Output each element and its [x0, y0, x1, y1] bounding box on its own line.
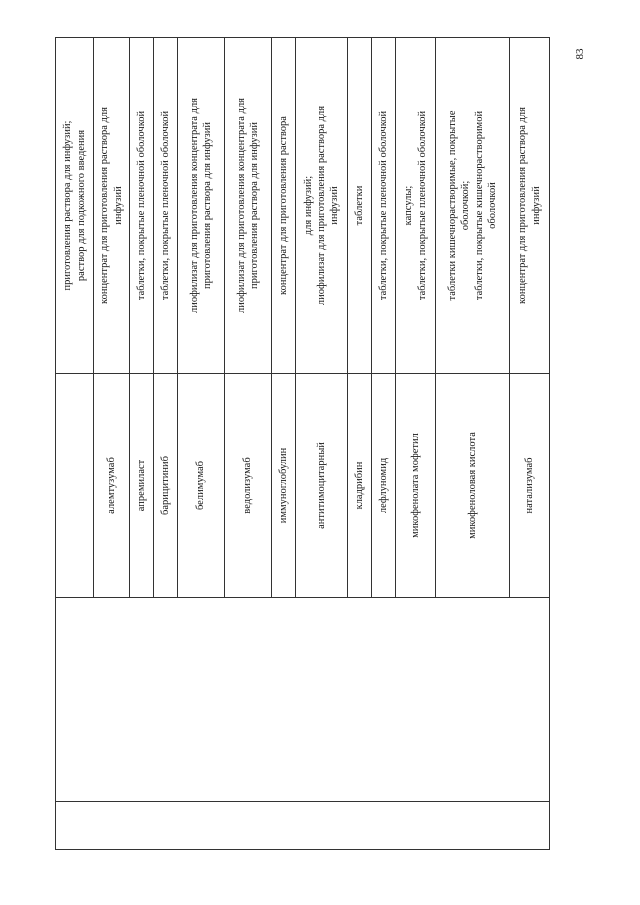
dosage-form-line: концентрат для приготовления раствора для: [517, 107, 529, 304]
drug-name-cell: ведолизумаб: [225, 374, 272, 598]
drug-name-cell: микофенолата мофетил: [396, 374, 436, 598]
drug-name-cell: [56, 374, 94, 598]
dosage-form-line: таблетки, покрытые пленочной оболочкой: [159, 110, 171, 301]
dosage-form-line: лиофилизат для приготовления концентрата для: [188, 97, 200, 314]
dosage-form-line: оболочкой: [486, 182, 498, 229]
rotated-table-container: [55, 38, 567, 850]
dosage-form-cell: [56, 38, 94, 374]
dosage-form-line: для инфузий;: [302, 175, 314, 236]
dosage-form-cell: [436, 38, 510, 374]
dosage-form-cell: [272, 38, 296, 374]
drug-name-cell: антитимоцитарный: [296, 374, 348, 598]
drug-name-cell: алемтузумаб: [94, 374, 130, 598]
dosage-form-line: лиофилизат для приготовления концентрата для: [235, 97, 247, 314]
drug-name-cell: белимумаб: [178, 374, 225, 598]
drug-name-cell: лефлуномид: [372, 374, 396, 598]
dosage-form-cell: [225, 38, 272, 374]
dosage-form-line: раствор для подкожного введения: [75, 129, 87, 282]
dosage-form-line: оболочкой;: [460, 180, 472, 231]
dosage-form-line: таблетки: [353, 185, 365, 226]
atc-code-cell: [56, 802, 550, 850]
dosage-form-line: лиофилизат для приготовления раствора для: [315, 105, 327, 306]
page-number: 83: [574, 48, 586, 60]
dosage-form-cell: [372, 38, 396, 374]
dosage-form-line: таблетки кишечнорастворимые, покрытые: [447, 110, 459, 301]
dosage-form-line: концентрат для приготовления раствора: [277, 116, 289, 295]
dosage-form-line: капсулы;: [403, 185, 415, 226]
drug-table: [55, 37, 550, 850]
dosage-form-line: таблетки, покрытые кишечнорастворимой: [473, 110, 485, 301]
dosage-form-line: приготовления раствора для инфузий: [202, 121, 213, 290]
drug-name-cell: кладрибин: [348, 374, 372, 598]
dosage-form-cell: [178, 38, 225, 374]
drug-name-cell: барицитиниб: [154, 374, 178, 598]
dosage-form-cell: [94, 38, 130, 374]
dosage-form-line: таблетки, покрытые пленочной оболочкой: [135, 110, 147, 301]
dosage-form-cell: [296, 38, 348, 374]
table-row: [56, 38, 94, 850]
drug-name-cell: иммуноглобулин: [272, 374, 296, 598]
drug-name-cell: апремиласт: [130, 374, 154, 598]
dosage-form-cell: [154, 38, 178, 374]
dosage-form-line: приготовления раствора для инфузий: [249, 121, 260, 290]
dosage-form-cell: [348, 38, 372, 374]
dosage-form-line: концентрат для приготовления раствора для: [99, 107, 111, 304]
drug-name-cell: натализумаб: [510, 374, 550, 598]
dosage-form-line: таблетки, покрытые пленочной оболочкой: [416, 110, 428, 301]
atc-group-cell: [56, 598, 550, 802]
dosage-form-line: таблетки, покрытые пленочной оболочкой: [377, 110, 389, 301]
dosage-form-cell: [510, 38, 550, 374]
dosage-form-line: инфузий: [329, 186, 341, 225]
dosage-form-cell: [396, 38, 436, 374]
dosage-form-line: приготовления раствора для инфузий;: [62, 120, 74, 291]
drug-name-cell: микофеноловая кислота: [436, 374, 510, 598]
dosage-form-line: инфузий: [530, 186, 542, 225]
dosage-form-line: инфузий: [112, 186, 124, 225]
dosage-form-cell: [130, 38, 154, 374]
